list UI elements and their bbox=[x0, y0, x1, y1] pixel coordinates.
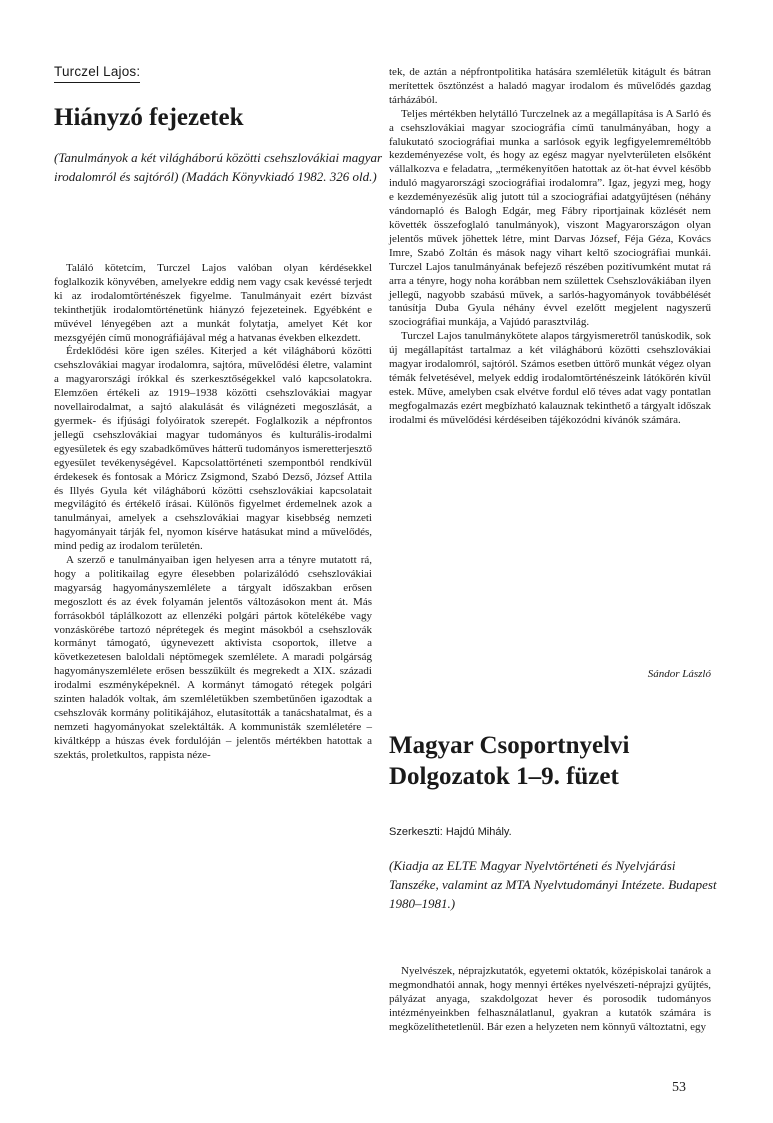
second-review-title bbox=[389, 730, 719, 792]
paragraph: tek, de aztán a népfrontpolitika hatására szemléletük kitágult és bátran merítettek ösztönzést a haladó magyar irodalom és művelődés gazdag tárházából. bbox=[389, 66, 711, 106]
bibliographic-note: (Tanulmányok a két világháború közötti csehszlovákiai magyar irodalomról és sajtóról) (Madách Könyvkiadó 1982. 326 old.) bbox=[54, 150, 383, 184]
reviewer-signature: Sándor László bbox=[647, 668, 711, 680]
second-review-body bbox=[389, 965, 711, 1035]
page-number: 53 bbox=[672, 1080, 686, 1095]
second-bibliographic-note: (Kiadja az ELTE Magyar Nyelvtörténeti és Nyelvjárási Tanszéke, valamint az MTA Nyelvtudományi Intézete. Budapest 1980–1981.) bbox=[389, 858, 717, 911]
review-body-left-column bbox=[54, 262, 372, 763]
review-body-right-column bbox=[389, 66, 711, 428]
paragraph: Érdeklődési köre igen széles. Kiterjed a két világháború közötti csehszlovákiai magyar irodalomra, sajtóra, művelődési életre, valamint a magyarországi írókkal és szerkesztőségekkel való kapcsolatokra. Elemzően értékeli az 1919–1938 közötti csehszlovákiai magyar novellairodalmat, a sajtó alakulását és világnézeti megoszlását, a gyermek- és ifjúsági folyóiratok szerepét. Foglalkozik a népfrontos jellegű csehszlovákiai magyar tudományos és kulturális-irodalmi egyesületek és egy szabadkőműves hátterű tudományos ismeretterjesztő egyesület tevékenységével. Kapcsolattörténeti szempontból rendkívül érdekesek és fontosak a Móricz Zsigmond, Szabó Dezső, József Attila és Illyés Gyula két világháború közötti csehszlovákiai kapcsolatait megvilágító és értékelő írásai. Különös figyelmet érdemelnek azok a tanulmányai, amelyek a csehszlovákiai magyar kisebbség nemzeti hagyományait tárják fel, nyomon kísérve hatásukat mind a művelődés, mind pedig az irodalom területén. bbox=[54, 345, 372, 553]
paragraph: Találó kötetcím, Turczel Lajos valóban olyan kérdésekkel foglalkozik könyvében, amelyekre eddig nem vagy csak kevéssé terjedt ki az irodalomtörténészek figyelme. Tanulmányait ezért bízvást tekinthetjük irodalomtörténetünk hiányzó fejezeteinek. Egyébként e művével lényegében azt a munkát folytatja, amelyet Két kor mezsgyéjén című monográfiájával még a hatvanas években elkezdett. bbox=[54, 262, 372, 344]
paragraph: Turczel Lajos tanulmánykötete alapos tárgyismeretről tanúskodik, sok új megállapítást tartalmaz a két világháború közötti csehszlovákiai magyar irodalomról, sajtóról. Számos esetben úttörő munkát végez olyan témák felvetésével, melyek eddig irodalomtörténészeink látókörén kívül estek. Műve, amelyben csak elvétve fordul elő téves adat vagy pontatlan megfogalmazás ezért megbízható kalauznak tekinthető a tárgyalt időszak irodalmi és művelődési kérdéseiben tájékozódni kívánók számára. bbox=[389, 330, 711, 426]
paragraph: Nyelvészek, néprajzkutatók, egyetemi oktatók, középiskolai tanárok a megmondhatói annak, hogy mennyi értékes nyelvészeti-néprajzi gyűjtés, pályázat anyaga, szakdolgozat hever és porosodik tudományos intézményeinkben felhasználatlanul, gyakran a kutatók számára is megközelíthetetlenül. Bár ezen a helyzeten nem könnyű változtatni, egy bbox=[389, 965, 711, 1033]
paragraph: Teljes mértékben helytálló Turczelnek az a megállapítása is A Sarló és a csehszlovákiai magyar szociográfia című tanulmányában, hogy a falukutató szociográfiai munka a sarlósok egyik legfigyelemreméltóbb kezdeményezése volt, és hogy az egész magyar nyelvterületen elsőként vállalkozva e feladatra, „termékenyítően hatottak az öt-hat évvel később induló magyarországi szociográfiai irodalomra”. Igaz, jegyzi meg, hogy e kezdeményezésük alig jutott túl a szociográfiai adatgyűjtésen (néhány vándornapló és Balogh Edgár, meg Fábry riportjainak közlését nem követték összefoglaló tanulmányok), viszont Magyarországon olyan jelentős művek jöhettek létre, mint Darvas József, Féja Géza, Kovács Imre, Szabó Zoltán és mások nagy vihart keltő szociográfiai munkái. Turczel Lajos tanulmányának befejező részében pozitívumként mutat rá arra a tényre, hogy noha korábban nem születtek Csehszlovákiában ilyen jellegű, nagyobb szabású művek, a sarlós-hagyományok továbbélését tanúsítja Duba Gyula néhány évvel ezelőtt megjelent nagyszerű szociográfiai munkája, a Vajúdó parasztvilág. bbox=[389, 107, 711, 329]
paragraph: A szerző e tanulmányaiban igen helyesen arra a tényre mutatott rá, hogy a politikailag egyre élesebben polarizálódó csehszlovákiai magyarság hagyományszemlélete a tárgyalt időszakban erősen megoszlott és az évek folyamán jelentős változásokon ment át. Más forrásokból táplálkozott az ellenzéki polgári pártok kötelékébe vagy vonzáskörébe tartozó néprétegek és megint másokból a csehszlovák kormányt támogató, úgynevezett aktivista csoportok, illetve a következetesen baloldali néptömegek szemlélete. A maradi polgárság hagyományszemlélete erősen besszűkült és megrekedt a XIX. századi irodalmi eszményképeknél. A kormányt támogató rétegek polgári szinten haladók voltak, ám szemléletükben szembetűnően igazodtak a csehszlovák kormány politikájához, elutasították a tanácshatalmat, és a nemzeti hagyományokat szelektálták. A kommunisták szemléletére – kiváltképp a húszas évek fordulóján – jelentős mértékben hatottak a szektás, proletkultos, rappista néze- bbox=[54, 554, 372, 761]
second-review-title-line1: Magyar Csoportnyelvi bbox=[389, 732, 630, 759]
review-title: Hiányzó fejezetek bbox=[54, 104, 244, 131]
second-review-title-line2: Dolgozatok 1–9. füzet bbox=[389, 763, 619, 790]
editor-line: Szerkeszti: Hajdú Mihály. bbox=[389, 826, 512, 838]
author-header: Turczel Lajos: bbox=[54, 64, 140, 83]
